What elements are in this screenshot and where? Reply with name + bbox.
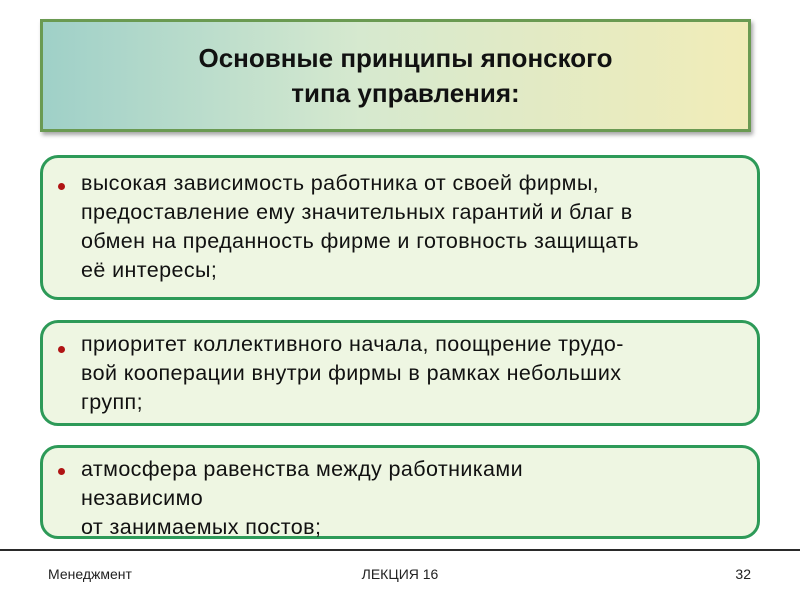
principle-card bbox=[40, 445, 760, 539]
principle-card bbox=[40, 155, 760, 300]
bullet-icon bbox=[58, 346, 65, 353]
principle-text: высокая зависимость работника от своей фирмы, предоставление ему значительных гарантий и благ в обмен на преданность фирме и готовность защищать её интересы; bbox=[81, 171, 639, 282]
principle-text: приоритет коллективного начала, поощрение трудо- вой кооперации внутри фирмы в рамках небольших групп; bbox=[81, 332, 624, 414]
footer-course-name: Менеджмент bbox=[48, 566, 132, 582]
principle-card bbox=[40, 320, 760, 426]
footer-lecture-label: ЛЕКЦИЯ 16 bbox=[361, 566, 439, 582]
slide-title: Основные принципы японского типа управления: bbox=[198, 42, 613, 108]
bullet-icon bbox=[58, 183, 65, 190]
title-banner bbox=[40, 19, 751, 132]
principle-text: атмосфера равенства между работниками независимо от занимаемых постов; bbox=[81, 457, 524, 539]
footer-divider bbox=[0, 549, 800, 551]
bullet-icon bbox=[58, 468, 65, 475]
page-number: 32 bbox=[735, 566, 751, 582]
